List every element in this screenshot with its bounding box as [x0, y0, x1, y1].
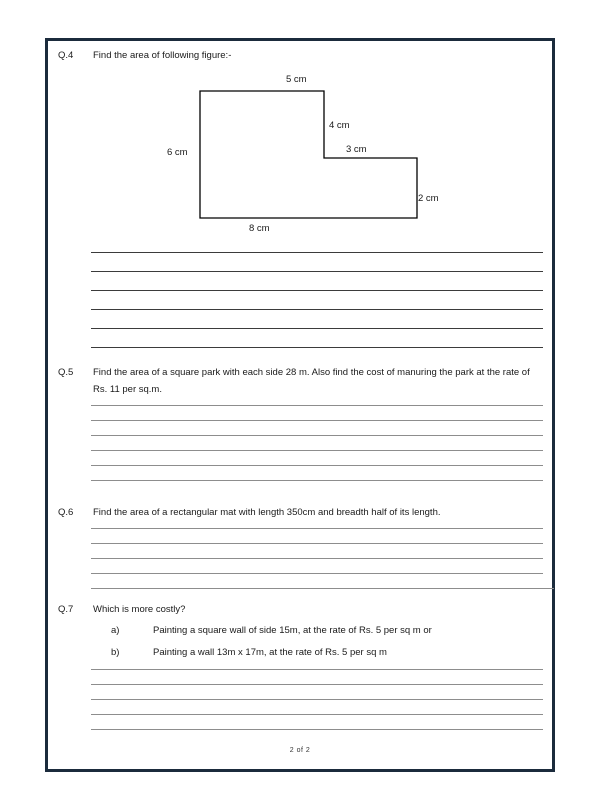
answer-line[interactable]: [91, 328, 543, 329]
answer-line[interactable]: [91, 465, 543, 466]
page-content: [48, 41, 552, 769]
answer-line[interactable]: [91, 405, 543, 406]
answer-line[interactable]: [91, 435, 543, 436]
option-text-b: Painting a wall 13m x 17m, at the rate of Rs. 5 per sq m: [153, 647, 387, 658]
page-footer: 2 of 2: [289, 747, 311, 754]
question-text-q7: Which is more costly?: [93, 604, 186, 615]
answer-line[interactable]: [91, 420, 543, 421]
dimension-label-middle-right: 4 cm: [329, 120, 350, 131]
answer-line[interactable]: [91, 729, 543, 730]
answer-line[interactable]: [91, 573, 543, 574]
answer-line[interactable]: [91, 271, 543, 272]
question-text-q6: Find the area of a rectangular mat with length 350cm and breadth half of its length.: [93, 507, 441, 518]
geometry-figure-q4: [48, 71, 552, 261]
question-text-q5: Find the area of a square park with each side 28 m. Also find the cost of manuring the park at the rate of Rs. 11 per sq.m.: [93, 367, 530, 395]
answer-line[interactable]: [91, 543, 543, 544]
answer-line[interactable]: [91, 558, 543, 559]
dimension-label-step: 3 cm: [346, 144, 367, 155]
question-text-q4: Find the area of following figure:-: [93, 50, 232, 61]
question-number-q4: Q.4: [58, 50, 74, 61]
answer-line[interactable]: [91, 290, 543, 291]
dimension-label-top: 5 cm: [286, 74, 307, 85]
answer-line[interactable]: [91, 528, 543, 529]
answer-line[interactable]: [91, 684, 543, 685]
answer-line[interactable]: [91, 309, 543, 310]
answer-line[interactable]: [91, 252, 543, 253]
answer-line[interactable]: [91, 480, 543, 481]
exam-page-frame: [45, 38, 555, 772]
staircase-polygon: [200, 91, 417, 218]
option-label-a: a): [111, 625, 120, 636]
answer-line[interactable]: [91, 347, 543, 348]
question-number-q6: Q.6: [58, 507, 74, 518]
answer-line[interactable]: [91, 669, 543, 670]
dimension-label-left: 6 cm: [167, 147, 188, 158]
option-label-b: b): [111, 647, 120, 658]
answer-line[interactable]: [91, 588, 554, 589]
dimension-label-bottom: 8 cm: [249, 223, 270, 234]
dimension-label-right: 2 cm: [418, 193, 439, 204]
question-number-q5: Q.5: [58, 367, 74, 378]
answer-line[interactable]: [91, 450, 543, 451]
option-text-a: Painting a square wall of side 15m, at the rate of Rs. 5 per sq m or: [153, 625, 432, 636]
answer-line[interactable]: [91, 699, 543, 700]
staircase-shape-svg: [48, 71, 552, 261]
question-number-q7: Q.7: [58, 604, 74, 615]
answer-line[interactable]: [91, 714, 543, 715]
